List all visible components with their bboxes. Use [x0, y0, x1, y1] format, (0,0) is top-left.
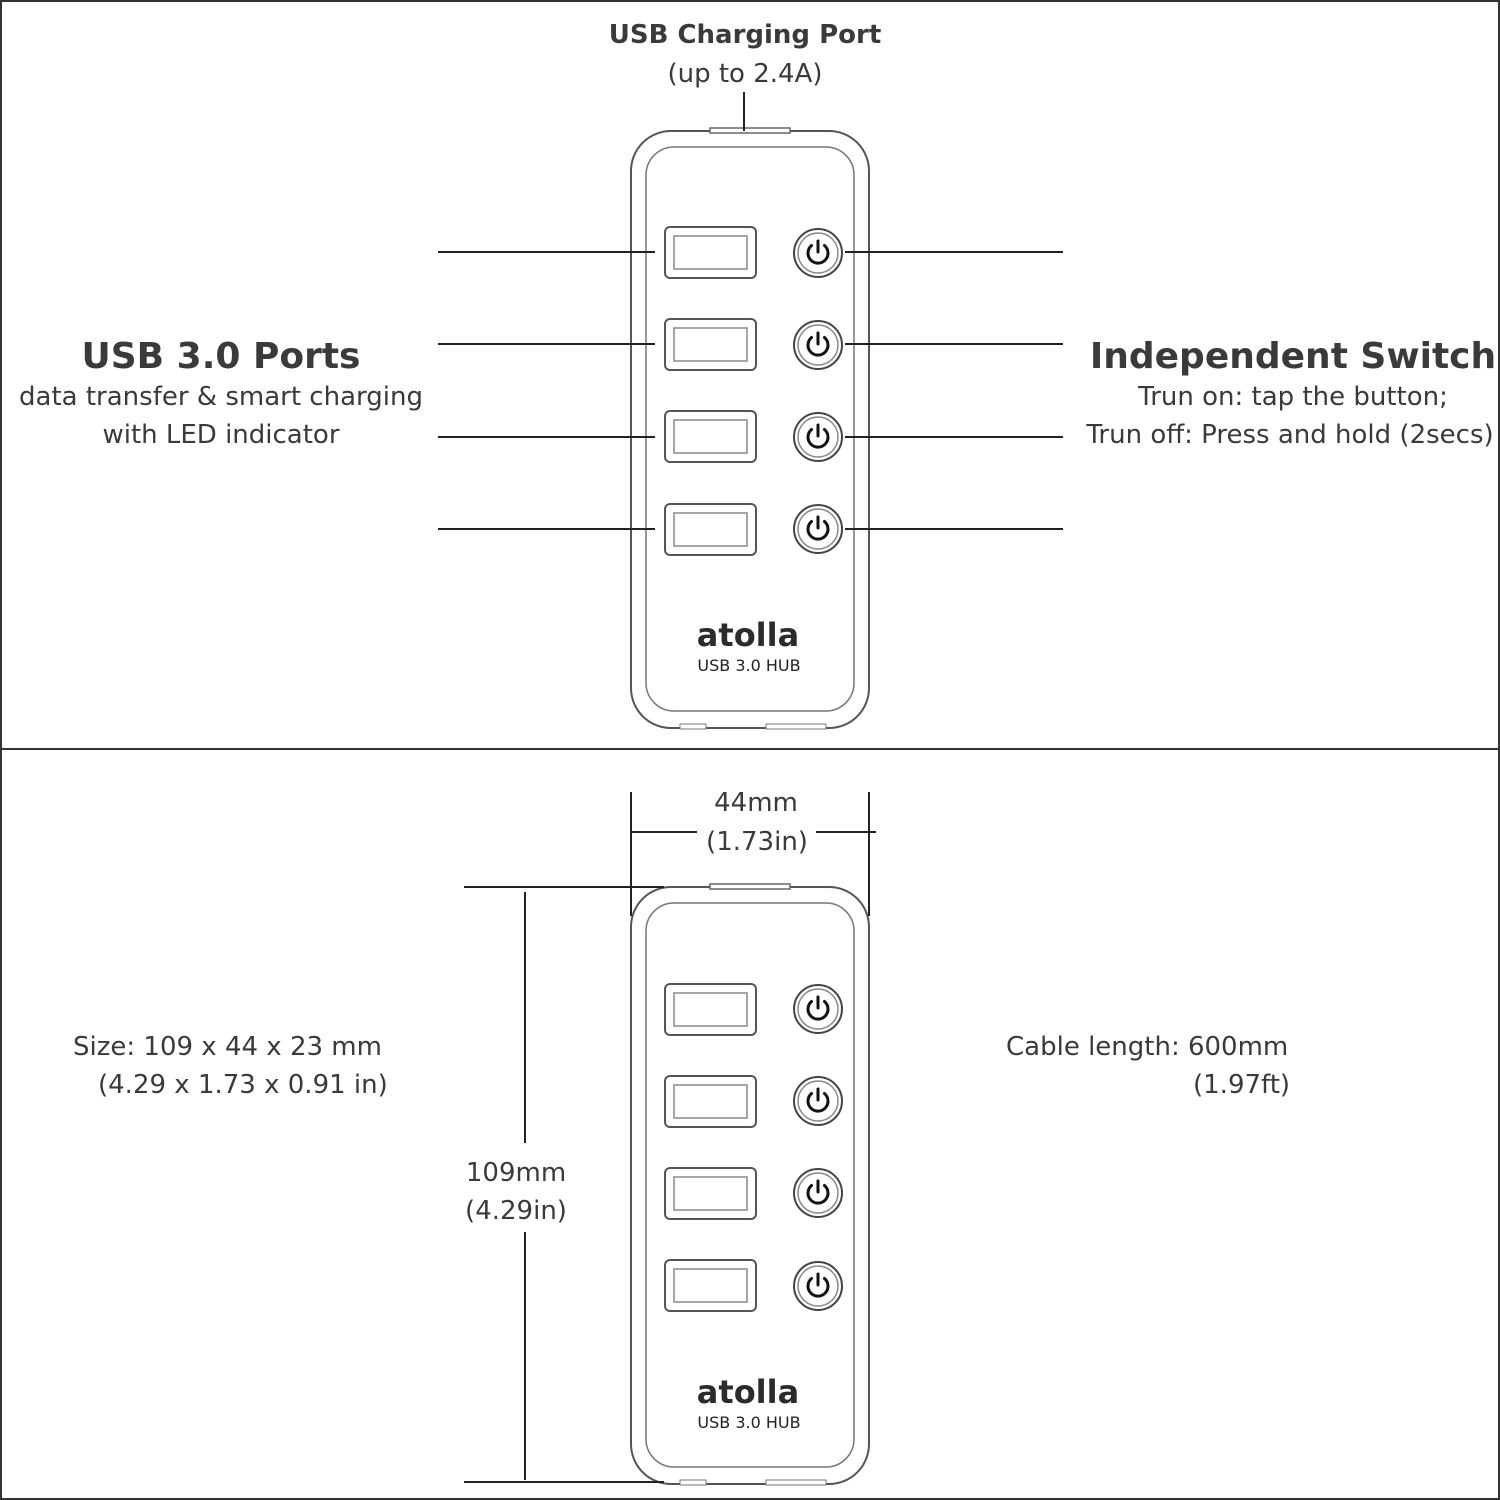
bottom-notch-left: [680, 724, 706, 729]
usb-port-4: [665, 504, 756, 555]
usb-port-3: [665, 411, 756, 462]
charging-port-title: USB Charging Port: [608, 20, 882, 50]
usb-port-3: [665, 1168, 756, 1219]
power-switch-icon-1: [794, 229, 842, 277]
usb-ports-line2: with LED indicator: [102, 420, 340, 450]
height-mm-label: 109mm: [465, 1158, 567, 1188]
power-switch-icon-2: [794, 1077, 842, 1125]
usb-ports-line1: data transfer & smart charging: [19, 382, 423, 412]
port-leader-lines: [438, 252, 655, 529]
usb-port-2: [665, 1076, 756, 1127]
width-mm-label: 44mm: [714, 788, 798, 818]
cable-length-line1: Cable length: 600mm: [1006, 1032, 1289, 1062]
charging-port-slot: [710, 128, 790, 133]
power-switch-icon-3: [794, 1169, 842, 1217]
charging-port-slot: [710, 884, 790, 889]
bottom-notch-left: [680, 1480, 706, 1485]
charging-port-detail: (up to 2.4A): [667, 59, 823, 89]
brand-logo: atolla: [696, 1373, 800, 1411]
usb-port-1: [665, 984, 756, 1035]
cable-length-line2: (1.97ft): [1193, 1070, 1291, 1100]
power-switch-icon-4: [794, 505, 842, 553]
bottom-notch-right: [766, 1480, 826, 1485]
switch-title: Independent Switch: [1089, 336, 1497, 377]
power-switch-icon-2: [794, 321, 842, 369]
usb-port-2: [665, 319, 756, 370]
usb-ports-title: USB 3.0 Ports: [81, 336, 361, 377]
hub-model-label: USB 3.0 HUB: [697, 656, 801, 675]
brand-logo: atolla: [696, 616, 800, 654]
switch-leader-lines: [845, 252, 1063, 529]
power-switch-icon-3: [794, 413, 842, 461]
hub-model-label: USB 3.0 HUB: [697, 1413, 801, 1432]
usb-port-1: [665, 227, 756, 278]
power-switch-icon-1: [794, 985, 842, 1033]
height-in-label: (4.29in): [465, 1196, 567, 1226]
bottom-notch-right: [766, 724, 826, 729]
usb-port-4: [665, 1260, 756, 1311]
power-switch-icon-4: [794, 1262, 842, 1310]
switch-line2: Trun off: Press and hold (2secs): [1086, 420, 1494, 450]
switch-line1: Trun on: tap the button;: [1138, 382, 1448, 412]
size-line1: Size: 109 x 44 x 23 mm: [73, 1032, 382, 1062]
width-in-label: (1.73in): [706, 827, 808, 857]
size-line2: (4.29 x 1.73 x 0.91 in): [98, 1070, 388, 1100]
